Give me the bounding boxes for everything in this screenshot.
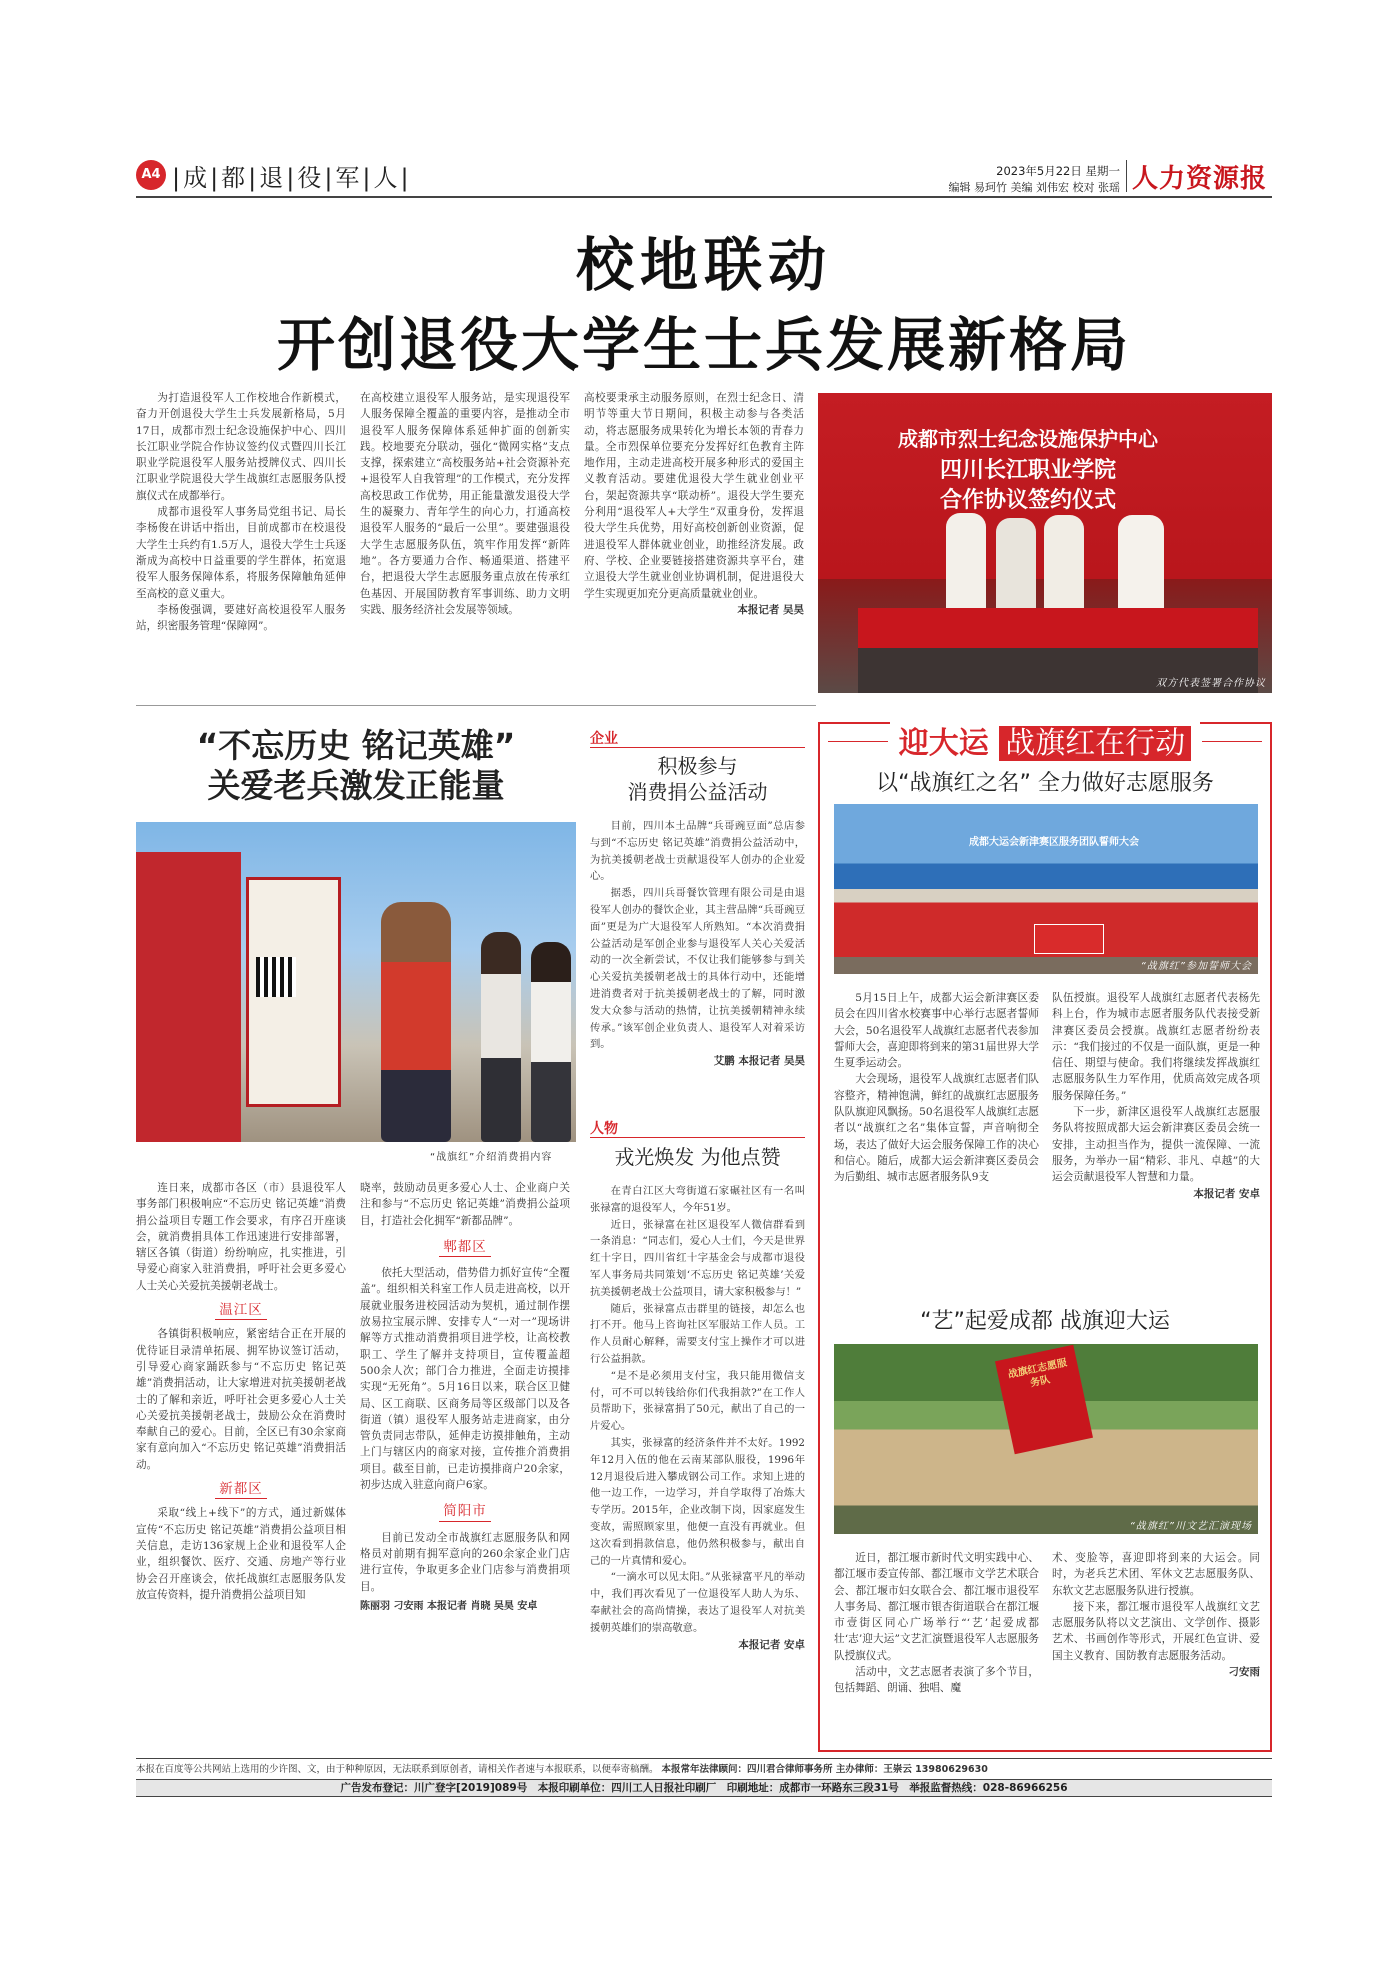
copyright-note [136,1761,1272,1775]
feature-article1-col2: 队伍授旗。退役军人战旗红志愿者代表杨先科上台，作为城市志愿者服务队代表接受新津赛区委员会授旗。战旗红志愿者纷纷表示：“我们接过的不仅是一面队旗，更是一种信任、期望与使命。我们将继续发挥战旗红志愿服务队生力军作用，优质高效完成各项服务保障任务。” 下一步，新津区退役军人战旗红志愿服务队将按照成都大运会新津赛区委员会统一安排，主动担当作为，提供一流保障、一流服务，为举办一届“精彩、非凡、卓越”的大运会贡献退役军人智慧和力量。 本报记者 安卓 [1052,990,1260,1290]
feature-article2-col1: 近日，都江堰市新时代文明实践中心、都江堰市委宣传部、都江堰市文学艺术联合会、都江堰市妇女联合会、都江堰市退役军人事务局、都江堰市银杏街道联合在都江堰市壹街区同心广场举行“‘艺’起爱成都 壮‘志’迎大运”文艺汇演暨退役军人志愿服务队授旗仪式。 活动中，文艺志愿者表演了多个节目，包括舞蹈、朗诵、独唱、魔 [834,1552,1039,1695]
district-heading-jianyang: 简阳市 [360,1503,570,1521]
feature-subhead1: 以“战旗红之名” 全力做好志愿服务 [876,771,1214,796]
feature-title [890,718,1200,762]
person-figure [1118,515,1164,623]
team-banner-text: 战旗红志愿服务队 [1007,1357,1069,1390]
district-heading-wenjiang: 温江区 [136,1302,346,1320]
section-label-enterprise: 企业 [590,731,618,747]
footer-bar [136,1779,1272,1797]
signing-table [858,608,1258,648]
banner-text-line2: 四川长江职业学院 [939,458,1116,483]
copyright-note-text: 本报在百度等公共网站上选用的少许图、文，由于种种原因，无法联系到原创者，请相关作者速与本报联系，以便奉寄稿酬。 [136,1764,659,1775]
byline: 本报记者 安卓 [738,1638,805,1651]
volunteer-exhibit-photo [136,822,576,1142]
audience-figure [531,942,571,1142]
audience-figure [481,932,521,1142]
feature-subhead2: “艺”起爱成都 战旗迎大运 [920,1309,1170,1334]
main-article-col1: 为打造退役军人工作校地合作新模式，奋力开创退役大学生士兵发展新格局，5月17日，成都市烈士纪念设施保护中心、四川长江职业学院合作协议签约仪式暨四川长江职业学院退役军人服务站授牌仪式、四川长江职业学院退役大学生战旗红志愿服务队授旗仪式在成都举行。 成都市退役军人事务局党组书记、局长李杨俊在讲话中指出，目前成都市在校退役大学生士兵约有1.5万人，退役大学生士兵逐渐成为高校中日益重要的学生群体，拓宽退役军人服务保障体系，将服务保障触角延伸至高校的意义重大。 李杨俊强调，要建好高校退役军人服务站，织密服务管理“保障网”。 [136,392,346,633]
feature-article1-col1: 5月15日上午，成都大运会新津赛区委员会在四川省水校赛事中心举行志愿者誓师大会，50名退役军人战旗红志愿者代表参加誓师大会，喜迎即将到来的第31届世界大学生夏季运动会。 大会现场，退役军人战旗红志愿者们队容整齐，精神饱满，鲜红的战旗红志愿服务队队旗迎风飘扬。50名退役军人战旗红志愿者以“战旗红之名”集体宣誓，声音响彻全场，表达了做好大运会服务保障工作的决心和信心。随后，成都大运会新津赛区委员会为后勤组、城市志愿者服务队9支 [834,992,1039,1184]
district-heading-xindu: 新都区 [136,1481,346,1499]
middle-article2: 在青白江区大弯街道石家碾社区有一名叫张禄富的退役军人，今年51岁。 近日，张禄富在社区退役军人微信群看到一条消息：“同志们，爱心人士们，今天是世界红十字日，四川省红十字基金会与成都市退役军人事务局共同策划‘不忘历史 铭记英雄’关爱抗美援朝老战士公益项目，请大家积极参与！” 随后，张禄富点击群里的链接，却怎么也打不开。他马上咨询社区军服站工作人员。工作人员耐心解释，需要支付宝上操作才可以进行公益捐款。 “是不是必须用支付宝，我只能用微信支付，可不可以转钱给你们代我捐款?”在工作人员帮助下，张禄富捐了50元，献出了自己的一片爱心。 其实，张禄富的经济条件并不太好。1992年12月入伍的他在云南某部队服役，1996年12月退役后进入攀成钢公司工作。求知上进的他一边工作，一边学习，并自学取得了冶炼大专学历。2015年，企业改制下岗，因家庭发生变故，需照顾家里，他便一直没有再就业。但这次看到捐款信息，他仍然积极参与，献出自己的一片真情和爱心。 “一滴水可以见太阳。”从张禄富平凡的举动中，我们再次看见了一位退役军人助人为乐、奉献社会的高尚情操，表达了退役军人对抗美援朝英雄们的崇高敬意。 本报记者 安卓 [590,1183,805,1748]
page-number-badge: A4 [136,160,166,190]
middle-headline2: 戎光焕发 为他点赞 [614,1145,781,1169]
feature-title-rule-left [828,741,888,742]
legal-counsel: 本报常年法律顾问：四川君合律师事务所 主办律师：王崇云 13980629630 [661,1764,988,1775]
team-flag [1034,924,1104,954]
photo-caption: “战旗红”介绍消费捐内容 [430,1152,553,1163]
feature-title-part-b: 战旗红在行动 [999,726,1191,761]
banner-text-line3: 合作协议签约仪式 [939,488,1116,513]
byline: 本报记者 吴昊 [737,603,804,616]
oath-rally-photo [834,804,1258,974]
feature-article2-col2: 术、变脸等，喜迎即将到来的大运会。同时，为老兵艺术团、军休文艺志愿服务队、东软文艺志愿服务队进行授旗。 接下来，都江堰市退役军人战旗红文艺志愿服务队将以文艺演出、文学创作、摄影艺术、书画创作等形式，开展红色宣讲、爱国主义教育、国防教育志愿服务活动。 刁安雨 [1052,1550,1260,1745]
logo-divider [1126,160,1127,192]
byline: 陈丽羽 刁安雨 本报记者 肖晓 吴昊 安卓 [360,1600,538,1612]
signing-ceremony-photo [818,393,1272,693]
left-article-col1: 连日来，成都市各区（市）县退役军人事务部门积极响应“不忘历史 铭记英雄”消费捐公益项目专题工作会要求，有序召开座谈会，就消费捐具体工作迅速进行安排部署，辖区各镇（街道）纷纷响应，扎实推进，引导爱心商家入驻消费捐，呼吁社会更多爱心人士关心关爱抗美援朝老战士。 温江区 各镇街积极响应，紧密结合正在开展的优待证目录清单拓展、拥军协议签订活动，引导爱心商家踊跃参与“不忘历史 铭记英雄”消费捐活动，让大家增进对抗美援朝老战士的了解和亲近，呼吁社会更多爱心人士关心关爱抗美援朝老战士，鼓励公众在消费时奉献自己的爱心。目前，全区已有30余家商家有意向加入“不忘历史 铭记英雄”消费捐活动。 新都区 采取“线上+线下”的方式，通过新媒体宣传“不忘历史 铭记英雄”消费捐公益项目相关信息，走访136家规上企业和退役军人企业，组织餐饮、医疗、交通、房地产等行业协会召开座谈会，依托战旗红志愿服务队发放宣传资料，提升消费捐公益项目知 [136,1182,346,1601]
banner-text-line1: 成都市烈士纪念设施保护中心 [898,427,1158,451]
editors-credit: 编辑 易珂竹 美编 刘伟宏 校对 张瑶 [948,181,1120,194]
main-headline-line1: 校地联动 [575,231,832,299]
person-figure [1044,515,1084,623]
main-headline-line2: 开创退役大学生士兵发展新格局 [276,311,1131,379]
feature-box [818,722,1272,1752]
byline: 刁安雨 [1228,1666,1260,1679]
rally-banner: 成都大运会新津赛区服务团队誓师大会 [969,837,1139,848]
person-figure [946,513,986,623]
district-heading-pidu: 郫都区 [360,1239,570,1257]
left-headline-line1: “不忘历史 铭记英雄” [196,726,516,765]
left-headline-line2: 关爱老兵激发正能量 [207,766,505,805]
section-label-people: 人物 [590,1121,618,1137]
middle-headline1-line2: 消费捐公益活动 [627,780,768,804]
presenter-figure [381,902,451,1142]
qr-code [256,957,296,997]
footer-rule [136,1758,1272,1759]
photo-caption: “战旗红”川文艺汇演现场 [1129,1521,1252,1532]
art-performance-group-photo [834,1344,1258,1534]
photo-caption: 双方代表签署合作协议 [1156,678,1266,689]
photo-caption: “战旗红”参加誓师大会 [1140,961,1252,972]
label-rule [590,747,805,748]
footer-info: 广告发布登记：川广登字[2019]089号 本报印刷单位：四川工人日报社印刷厂 印刷地址：成都市一环路东三段31号 举报监督热线：028-86966256 [340,1782,1068,1794]
middle-article1: 目前，四川本土品牌“兵哥豌豆面”总店参与到“不忘历史 铭记英雄”消费捐公益活动中，为抗美援朝老战士贡献退役军人创办的企业爱心。 据悉，四川兵哥餐饮管理有限公司是由退役军人创办的餐饮企业，其主营品牌“兵哥豌豆面”更是为广大退役军人所熟知。“本次消费捐公益活动是军创企业参与退役军人关心关爱活动的一次全新尝试，不仅让我们能够参与到关心关爱抗美援朝老战士的具体行动中，还能增进消费者对于抗美援朝老战士的了解，同时激发大众参与活动的热情，让抗美援朝精神永续传承。”该军创企业负责人、退役军人对着采访到。 艾鹏 本报记者 吴昊 [590,818,805,1108]
label-rule [590,1137,805,1138]
byline: 本报记者 安卓 [1193,1187,1260,1200]
left-article-col2: 晓率，鼓励动员更多爱心人士、企业商户关注和参与“不忘历史 铭记英雄”消费捐公益项目，打造社会化拥军“新都品牌”。 郫都区 依托大型活动，借势借力抓好宣传“全覆盖”。组织相关科室工作人员走进高校，以开展就业服务进校园活动为契机，通过制作摆放易拉宝展示牌、安排专人“一对一”现场讲解等方式推动消费捐项目进学校，让高校教职工、学生了解并支持项目，宣传覆盖超500余人次；部门合力推进，全面走访摸排实现“无死角”。5月16日以来，联合区卫健局、区工商联、区商务局等区级部门以及各街道（镇）退役军人服务站走进商家，由分管负责同志带队，延伸走访摸排触角，主动上门与辖区内的商家对接，宣传推介消费捐项目。截至目前，已走访摸排商户20余家，初步达成入驻意向商户6家。 简阳市 目前已发动全市战旗红志愿服务队和网格员对前期有拥军意向的260余家企业门店进行宣传，争取更多企业门店参与消费捐项目。 陈丽羽 刁安雨 本报记者 肖晓 吴昊 安卓 [360,1180,570,1750]
section-name: |成|都|退|役|军|人| [172,164,412,192]
exhibit-board [136,852,241,1142]
feature-title-rule-right [1202,741,1262,742]
main-article-col2: 在高校建立退役军人服务站，是实现退役军人服务保障全覆盖的重要内容，是推动全市退役军人服务保障体系延伸扩面的创新实践。校地要充分联动，强化“微网实格”支点支撑，探索建立“高校服务站+社会资源补充+退役军人自我管理”的工作模式，充分发挥高校思政工作优势，用正能量激发退役大学生的凝聚力、青年学生的向心力，打通高校退役军人服务的“最后一公里”。要建强退役大学生志愿服务队伍，筑牢作用发挥“新阵地”。各方要通力合作、畅通渠道、搭建平台，把退役大学生志愿服务重点放在传承红色基因、开展国防教育军事训练、助力文明实践、服务经济社会发展等领域。 [360,392,570,616]
issue-date: 2023年5月22日 星期一 [996,164,1120,178]
section-divider [136,705,816,706]
newspaper-logo: 人力资源报 [1132,164,1268,194]
middle-headline1-line1: 积极参与 [657,754,738,778]
header-rule [136,196,1272,198]
team-banner [995,1345,1093,1455]
byline: 艾鹏 本报记者 吴昊 [713,1055,805,1068]
feature-title-part-a: 迎大运 [898,726,989,761]
main-article-col3: 高校要秉承主动服务原则，在烈士纪念日、清明节等重大节日期间，积极主动参与各类活动，将志愿服务成果转化为增长本领的青春力量。全市烈保单位要充分发挥好红色教育主阵地作用，主动走进高校开展多种形式的爱国主义教育活动。要建优退役大学生就业创业平台，架起资源共享“联动桥”。退役大学生要充分利用“退役军人+大学生”双重身份，发挥退役大学生兵优势，用好高校创新创业资源，促进退役军人群体就业创业，助推经济发展。政府、学校、企业要链接搭建资源共享平台，建立退役大学生就业创业协调机制，促进退役大学生实现更加充分更高质量就业创业。 本报记者 吴昊 [584,390,804,690]
